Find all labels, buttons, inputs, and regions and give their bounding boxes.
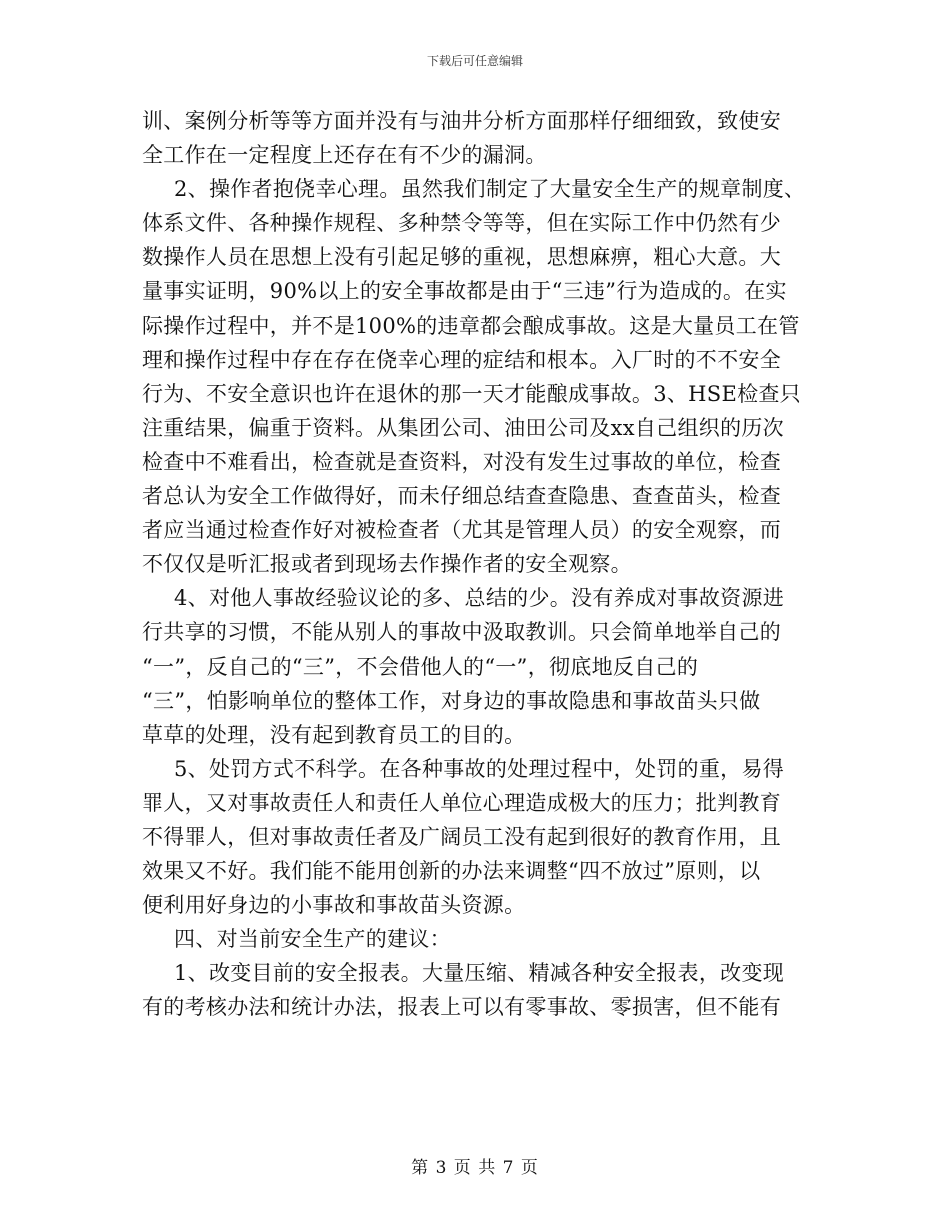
- body-line: 不得罪人，但对事故责任者及广阔员工没有起到很好的教育作用，且: [142, 824, 781, 849]
- paragraph-start-line: 1、改变目前的安全报表。大量压缩、精减各种安全报表，改变现: [174, 961, 785, 986]
- body-line: 效果又不好。我们能不能用创新的办法来调整“四不放过”原则，以: [142, 859, 761, 884]
- body-line: 理和操作过程中存在存在侥幸心理的症结和根本。入厂时的不不安全: [142, 347, 781, 372]
- body-line: 全工作在一定程度上还存在有不少的漏洞。: [142, 143, 547, 168]
- body-line: 量事实证明，90%以上的安全事故都是由于“三违”行为造成的。在实: [142, 279, 787, 304]
- body-line: 行共享的习惯，不能从别人的事故中汲取教训。只会简单地举自己的: [142, 620, 781, 645]
- body-line: 者总认为安全工作做得好，而未仔细总结查查隐患、查查苗头，检查: [142, 484, 781, 509]
- body-line: 者应当通过检查作好对被检查者（尤其是管理人员）的安全观察，而: [142, 518, 781, 543]
- body-line: 注重结果，偏重于资料。从集团公司、油田公司及xx自己组织的历次: [142, 415, 784, 440]
- paragraph-start-line: 2、操作者抱侥幸心理。虽然我们制定了大量安全生产的规章制度、: [174, 177, 806, 202]
- body-line: 检查中不难看出，检查就是查资料，对没有发生过事故的单位，检查: [142, 449, 781, 474]
- body-line: 草草的处理，没有起到教育员工的目的。: [142, 722, 526, 747]
- body-line: 罪人，又对事故责任人和责任人单位心理造成极大的压力；批判教育: [142, 790, 781, 815]
- body-line: “一”，反自己的“三”，不会借他人的“一”，彻底地反自己的: [142, 654, 699, 679]
- body-line: 数操作人员在思想上没有引起足够的重视，思想麻痹，粗心大意。大: [142, 245, 781, 270]
- section-heading: 四、对当前安全生产的建议：: [174, 927, 451, 952]
- body-line: 行为、不安全意识也许在退休的那一天才能酿成事故。3、HSE检查只: [142, 381, 801, 406]
- paragraph-start-line: 5、处罚方式不科学。在各种事故的处理过程中，处罚的重，易得: [174, 756, 785, 781]
- body-line: 际操作过程中，并不是100%的违章都会酿成事故。这是大量员工在管: [142, 313, 800, 338]
- body-line: 不仅仅是听汇报或者到现场去作操作者的安全观察。: [142, 552, 632, 577]
- body-line: 体系文件、各种操作规程、多种禁令等等，但在实际工作中仍然有少: [142, 211, 781, 236]
- body-line: “三”，怕影响单位的整体工作，对身边的事故隐患和事故苗头只做: [142, 688, 761, 713]
- document-body: [142, 104, 822, 1025]
- body-line: 训、案例分析等等方面并没有与油井分析方面那样仔细细致，致使安: [142, 109, 781, 133]
- paragraph-start-line: 4、对他人事故经验议论的多、总结的少。没有养成对事故资源进: [174, 586, 785, 611]
- body-line: 有的考核办法和统计办法，报表上可以有零事故、零损害，但不能有: [142, 995, 781, 1020]
- page-header: 下载后可任意编辑: [426, 54, 523, 68]
- body-line: 便利用好身边的小事故和事故苗头资源。: [142, 893, 526, 918]
- page-number-footer: 第 3 页 共 7 页: [411, 1158, 539, 1178]
